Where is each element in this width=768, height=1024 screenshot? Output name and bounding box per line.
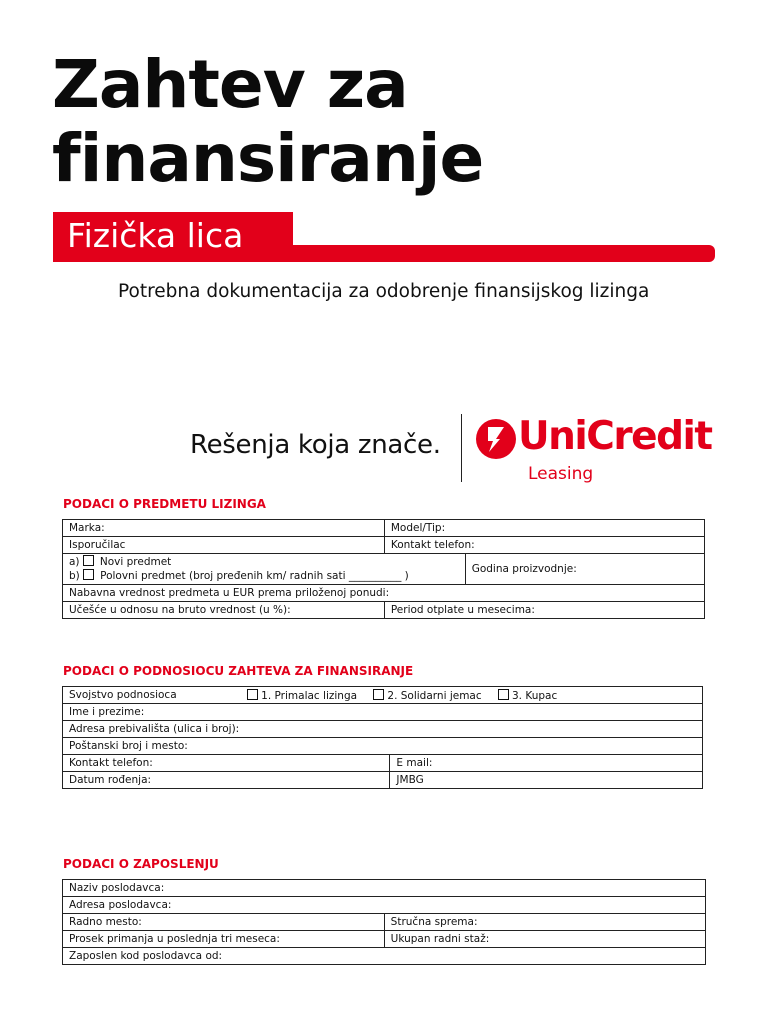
option-novi: Novi predmet bbox=[99, 556, 172, 568]
section-title-lease-object: PODACI O PREDMETU LIZINGA bbox=[63, 497, 266, 511]
checkbox-primalac[interactable] bbox=[247, 689, 258, 700]
brand-sub: Leasing bbox=[528, 464, 594, 484]
table-row bbox=[63, 772, 703, 789]
table-row bbox=[63, 687, 703, 704]
checkbox-novi[interactable] bbox=[83, 555, 94, 566]
applicant-table bbox=[62, 686, 703, 789]
field-item-type: a) Novi predmet b) Polovni predmet (broj pređenih km/ radnih sati __________ ) bbox=[63, 554, 466, 585]
subtitle: Potrebna dokumentacija za odobrenje finansijskog lizinga bbox=[118, 281, 650, 302]
field-naziv[interactable]: Naziv poslodavca: bbox=[63, 880, 706, 897]
table-row bbox=[63, 554, 705, 585]
table-row bbox=[63, 721, 703, 738]
category-label: Fizička lica bbox=[67, 216, 244, 255]
field-adresa[interactable]: Adresa prebivališta (ulica i broj): bbox=[63, 721, 703, 738]
table-row bbox=[63, 931, 706, 948]
field-svojstvo: Svojstvo podnosioca bbox=[63, 687, 245, 704]
table-row bbox=[63, 755, 703, 772]
field-nabavna[interactable]: Nabavna vrednost predmeta u EUR prema priloženoj ponudi: bbox=[63, 585, 705, 602]
table-row bbox=[63, 738, 703, 755]
table-row bbox=[63, 880, 706, 897]
field-zaposlen-od[interactable]: Zaposlen kod poslodavca od: bbox=[63, 948, 706, 965]
title-line-1: Zahtev za bbox=[52, 46, 408, 123]
role-options: 1. Primalac lizinga 2. Solidarni jemac 3. Kupac bbox=[244, 687, 702, 704]
field-datum[interactable]: Datum rođenja: bbox=[63, 772, 390, 789]
table-row bbox=[63, 948, 706, 965]
table-row bbox=[63, 537, 705, 554]
divider bbox=[461, 414, 462, 482]
field-godina[interactable]: Godina proizvodnje: bbox=[465, 554, 704, 585]
field-staz[interactable]: Ukupan radni staž: bbox=[384, 931, 705, 948]
unicredit-logo bbox=[475, 412, 715, 492]
checkbox-jemac[interactable] bbox=[373, 689, 384, 700]
section-title-applicant: PODACI O PODNOSIOCU ZAHTEVA ZA FINANSIRANJE bbox=[63, 664, 414, 678]
field-marka[interactable]: Marka: bbox=[63, 520, 385, 537]
field-model[interactable]: Model/Tip: bbox=[384, 520, 704, 537]
field-adresa-poslodavca[interactable]: Adresa poslodavca: bbox=[63, 897, 706, 914]
option-polovni: Polovni predmet (broj pređenih km/ radnih sati __________ ) bbox=[100, 570, 409, 582]
field-kontakt[interactable]: Kontakt telefon: bbox=[384, 537, 704, 554]
table-row bbox=[63, 520, 705, 537]
table-row bbox=[63, 585, 705, 602]
field-ucesce[interactable]: Učešće u odnosu na bruto vrednost (u %): bbox=[63, 602, 385, 619]
unicredit-logo-icon bbox=[475, 418, 517, 460]
field-isporucilac[interactable]: Isporučilac bbox=[63, 537, 385, 554]
field-ime[interactable]: Ime i prezime: bbox=[63, 704, 703, 721]
table-row bbox=[63, 897, 706, 914]
category-banner bbox=[53, 212, 715, 262]
field-strucna-sprema[interactable]: Stručna sprema: bbox=[384, 914, 705, 931]
table-row bbox=[63, 602, 705, 619]
brand-name: UniCredit bbox=[518, 414, 712, 459]
field-prosek[interactable]: Prosek primanja u poslednja tri meseca: bbox=[63, 931, 385, 948]
checkbox-kupac[interactable] bbox=[498, 689, 509, 700]
page-title bbox=[52, 48, 483, 196]
lease-object-table bbox=[62, 519, 705, 619]
section-title-employment: PODACI O ZAPOSLENJU bbox=[63, 857, 219, 871]
field-postanski[interactable]: Poštanski broj i mesto: bbox=[63, 738, 703, 755]
field-email[interactable]: E mail: bbox=[390, 755, 703, 772]
field-kontakt-telefon[interactable]: Kontakt telefon: bbox=[63, 755, 390, 772]
checkbox-polovni[interactable] bbox=[83, 569, 94, 580]
table-row bbox=[63, 704, 703, 721]
field-radno-mesto[interactable]: Radno mesto: bbox=[63, 914, 385, 931]
employment-table bbox=[62, 879, 706, 965]
title-line-2: finansiranje bbox=[52, 120, 484, 197]
field-period[interactable]: Period otplate u mesecima: bbox=[384, 602, 704, 619]
table-row bbox=[63, 914, 706, 931]
field-jmbg[interactable]: JMBG bbox=[390, 772, 703, 789]
slogan: Rešenja koja znače. bbox=[190, 430, 441, 460]
